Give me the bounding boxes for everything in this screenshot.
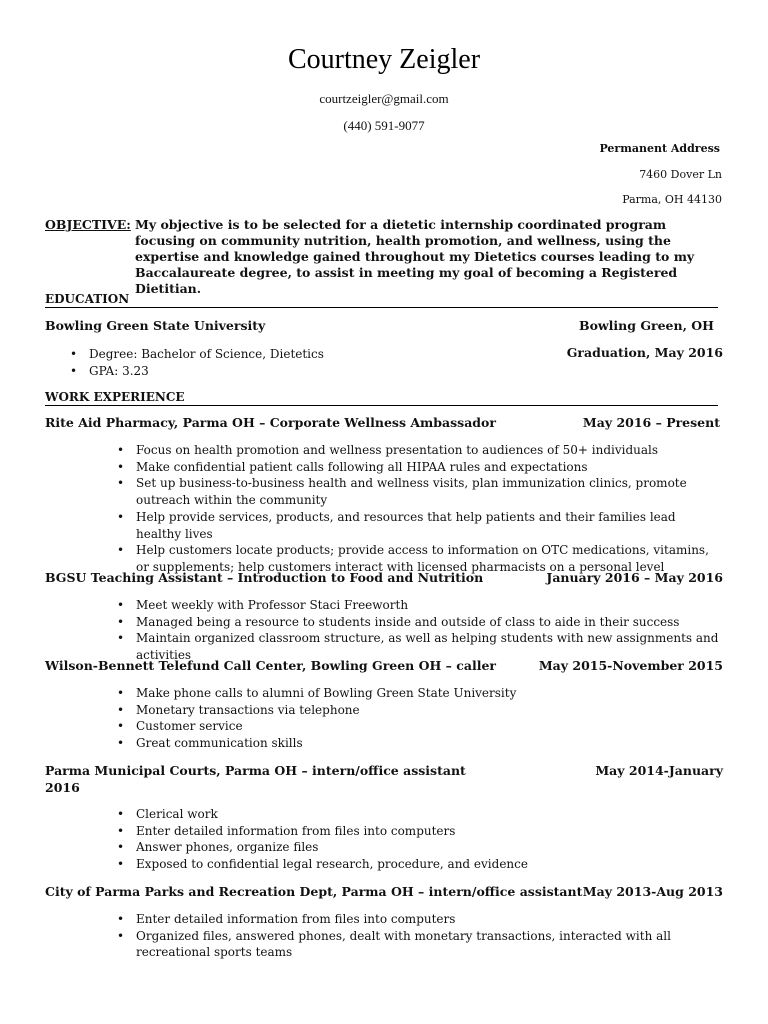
list-item: • Make phone calls to alumni of Bowling Green State University bbox=[114, 685, 714, 702]
list-item: • Customer service bbox=[114, 718, 714, 735]
education-heading: EDUCATION bbox=[45, 292, 718, 308]
education-list bbox=[67, 346, 487, 380]
job-dates: January 2016 – May 2016 bbox=[546, 570, 723, 585]
work-experience-heading: WORK EXPERIENCE bbox=[45, 390, 718, 406]
job-title: Parma Municipal Courts, Parma OH – intern/office assistant bbox=[45, 763, 466, 778]
list-item: • Clerical work bbox=[114, 806, 714, 823]
job-title: Wilson-Bennett Telefund Call Center, Bowling Green OH – caller bbox=[45, 658, 497, 673]
list-item: • Help customers locate products; provide access to information on OTC medications, vitamins, or supplements; help customers interact with licensed pharmacists on a personal level bbox=[114, 542, 714, 575]
list-item: • Focus on health promotion and wellness presentation to audiences of 50+ individuals bbox=[114, 442, 714, 459]
list-item: • Enter detailed information from files into computers bbox=[114, 911, 704, 928]
list-item: • Organized files, answered phones, dealt with monetary transactions, interacted with all recreational sports teams bbox=[114, 928, 704, 961]
job-bullets bbox=[114, 806, 714, 873]
job-bullets bbox=[114, 597, 734, 664]
list-item: • Answer phones, organize files bbox=[114, 839, 714, 856]
address-line-1: 7460 Dover Ln bbox=[639, 168, 722, 181]
objective-label: OBJECTIVE: bbox=[45, 217, 131, 232]
phone-text: (440) 591-9077 bbox=[343, 118, 425, 133]
list-item: • Make confidential patient calls following all HIPAA rules and expectations bbox=[114, 459, 714, 476]
email-text: courtzeigler@gmail.com bbox=[319, 91, 449, 106]
list-item: • Enter detailed information from files into computers bbox=[114, 823, 714, 840]
list-item: • GPA: 3.23 bbox=[67, 363, 487, 380]
job-dates: May 2016 – Present bbox=[582, 415, 720, 430]
list-item: • Monetary transactions via telephone bbox=[114, 702, 714, 719]
address-line-2: Parma, OH 44130 bbox=[622, 193, 722, 206]
list-item: • Great communication skills bbox=[114, 735, 714, 752]
job-bullets bbox=[114, 911, 704, 961]
list-item: • Maintain organized classroom structure, as well as helping students with new assignments and activities bbox=[114, 630, 734, 663]
list-item: • Degree: Bachelor of Science, Dietetics bbox=[67, 346, 487, 363]
school-location: Bowling Green, OH bbox=[579, 318, 714, 333]
job-title: City of Parma Parks and Recreation Dept, Parma OH – intern/office assistant bbox=[45, 884, 583, 899]
list-item: • Managed being a resource to students inside and outside of class to aide in their success bbox=[114, 614, 734, 631]
job-dates: May 2013-Aug 2013 bbox=[582, 884, 723, 899]
graduation-date: Graduation, May 2016 bbox=[566, 345, 723, 360]
list-item: • Set up business-to-business health and wellness visits, plan immunization clinics, promote outreach within the community bbox=[114, 475, 714, 508]
objective-text: My objective is to be selected for a dietetic internship coordinated program focusing on community nutrition, health promotion, and wellness, using the expertise and knowledge gained throughout my Dietetics courses leading to my Baccalaureate degree, to assist in meeting my goal of becoming a Registered Dietitian. bbox=[135, 217, 695, 296]
job-title: BGSU Teaching Assistant – Introduction to Food and Nutrition bbox=[45, 570, 484, 585]
job-dates: May 2014-January bbox=[595, 763, 723, 778]
school-name: Bowling Green State University bbox=[45, 318, 266, 333]
job-bullets bbox=[114, 442, 714, 576]
job-dates: May 2015-November 2015 bbox=[538, 658, 723, 673]
job-title: Rite Aid Pharmacy, Parma OH – Corporate Wellness Ambassador bbox=[45, 415, 496, 430]
job-dates-wrap: 2016 bbox=[45, 780, 80, 795]
list-item: • Help provide services, products, and resources that help patients and their families lead healthy lives bbox=[114, 509, 714, 542]
list-item: • Exposed to confidential legal research, procedure, and evidence bbox=[114, 856, 714, 873]
job-bullets bbox=[114, 685, 714, 752]
address-heading: Permanent Address bbox=[599, 142, 720, 155]
list-item: • Meet weekly with Professor Staci Freeworth bbox=[114, 597, 734, 614]
resume-name: Courtney Zeigler bbox=[287, 44, 481, 75]
